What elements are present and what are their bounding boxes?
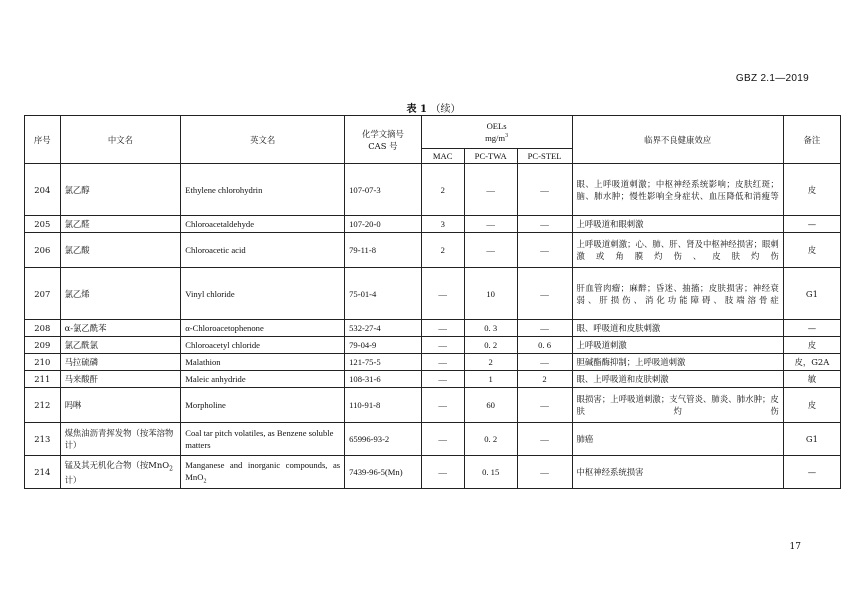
header-cas: 化学文摘号 CAS 号	[345, 116, 422, 164]
header-notes: 备注	[783, 116, 840, 164]
table-caption-title: 表 1	[406, 104, 427, 115]
table-caption-continued: （续）	[430, 104, 461, 115]
header-mac: MAC	[421, 149, 464, 164]
header-unit: $mg/m^3$	[485, 133, 509, 143]
table-row: 204 氯乙醇 Ethylene chlorohydrin 107-07-3 2 — — 眼、上呼吸道刺激；中枢神经系统影响；皮肤红斑；脑、肺水肿；慢性影响全身症状、血压降低和消瘦等 皮	[25, 164, 841, 216]
header-en-name: 英文名	[181, 116, 345, 164]
row-214-cn-name: 锰及其无机化合物（按MnO$_2$计）	[60, 456, 181, 489]
table-row: 211 马来酸酐 Maleic anhydride 108-31-6 — 1 2 眼、上呼吸道和皮肤刺激 敏	[25, 371, 841, 388]
table-row: 208 α-氯乙酰苯 α-Chloroacetophenone 532-27-4 — 0. 3 — 眼、呼吸道和皮肤刺激 —	[25, 320, 841, 337]
table-row: 206 氯乙酸 Chloroacetic acid 79-11-8 2 — — 上呼吸道刺激；心、肺、肝、肾及中枢神经损害；眼刺激或角膜灼伤、皮肤灼伤 皮	[25, 233, 841, 268]
oel-table	[24, 115, 841, 489]
table-row: 207 氯乙烯 Vinyl chloride 75-01-4 — 10 — 肝血管肉瘤；麻醉；昏迷、抽搐；皮肤损害；神经衰弱、肝损伤、消化功能障碍、肢端溶骨症 G1	[25, 268, 841, 320]
table-row: 205 氯乙醛 Chloroacetaldehyde 107-20-0 3 — — 上呼吸道和眼刺激 —	[25, 216, 841, 233]
table-row: 210 马拉硫磷 Malathion 121-75-5 — 2 — 胆碱酯酶抑制；上呼吸道刺激 皮，G2A	[25, 354, 841, 371]
header-oels: OELs $mg/m^3$	[421, 116, 572, 149]
table-row: 213 煤焦油沥青挥发物（按苯溶物计） Coal tar pitch volatiles, as Benzene soluble matters 65996-93-2 — 0. 2 — 肺癌 G1	[25, 423, 841, 456]
header-twa: PC-TWA	[464, 149, 517, 164]
table-row: 212 吗啉 Morpholine 110-91-8 — 60 — 眼损害；上呼吸道刺激；支气管炎、肺炎、肺水肿；皮肤灼伤 皮	[25, 388, 841, 423]
table-caption	[0, 100, 867, 115]
page-number: 17	[789, 542, 801, 552]
header-stel: PC-STEL	[517, 149, 572, 164]
table-row: 214 锰及其无机化合物（按MnO$_2$计） Manganese and inorganic compounds, as MnO$_2$ 7439-96-5(Mn) — 0. 15 — 中枢神经系统损害 —	[25, 456, 841, 489]
header-no: 序号	[25, 116, 61, 164]
row-214-en-name: Manganese and inorganic compounds, as MnO$_2$	[181, 456, 345, 489]
header-effects: 临界不良健康效应	[572, 116, 783, 164]
table-row: 209 氯乙酰氯 Chloroacetyl chloride 79-04-9 — 0. 2 0. 6 上呼吸道刺激 皮	[25, 337, 841, 354]
header-cn-name: 中文名	[60, 116, 181, 164]
standard-code: GBZ 2.1—2019	[735, 73, 809, 84]
